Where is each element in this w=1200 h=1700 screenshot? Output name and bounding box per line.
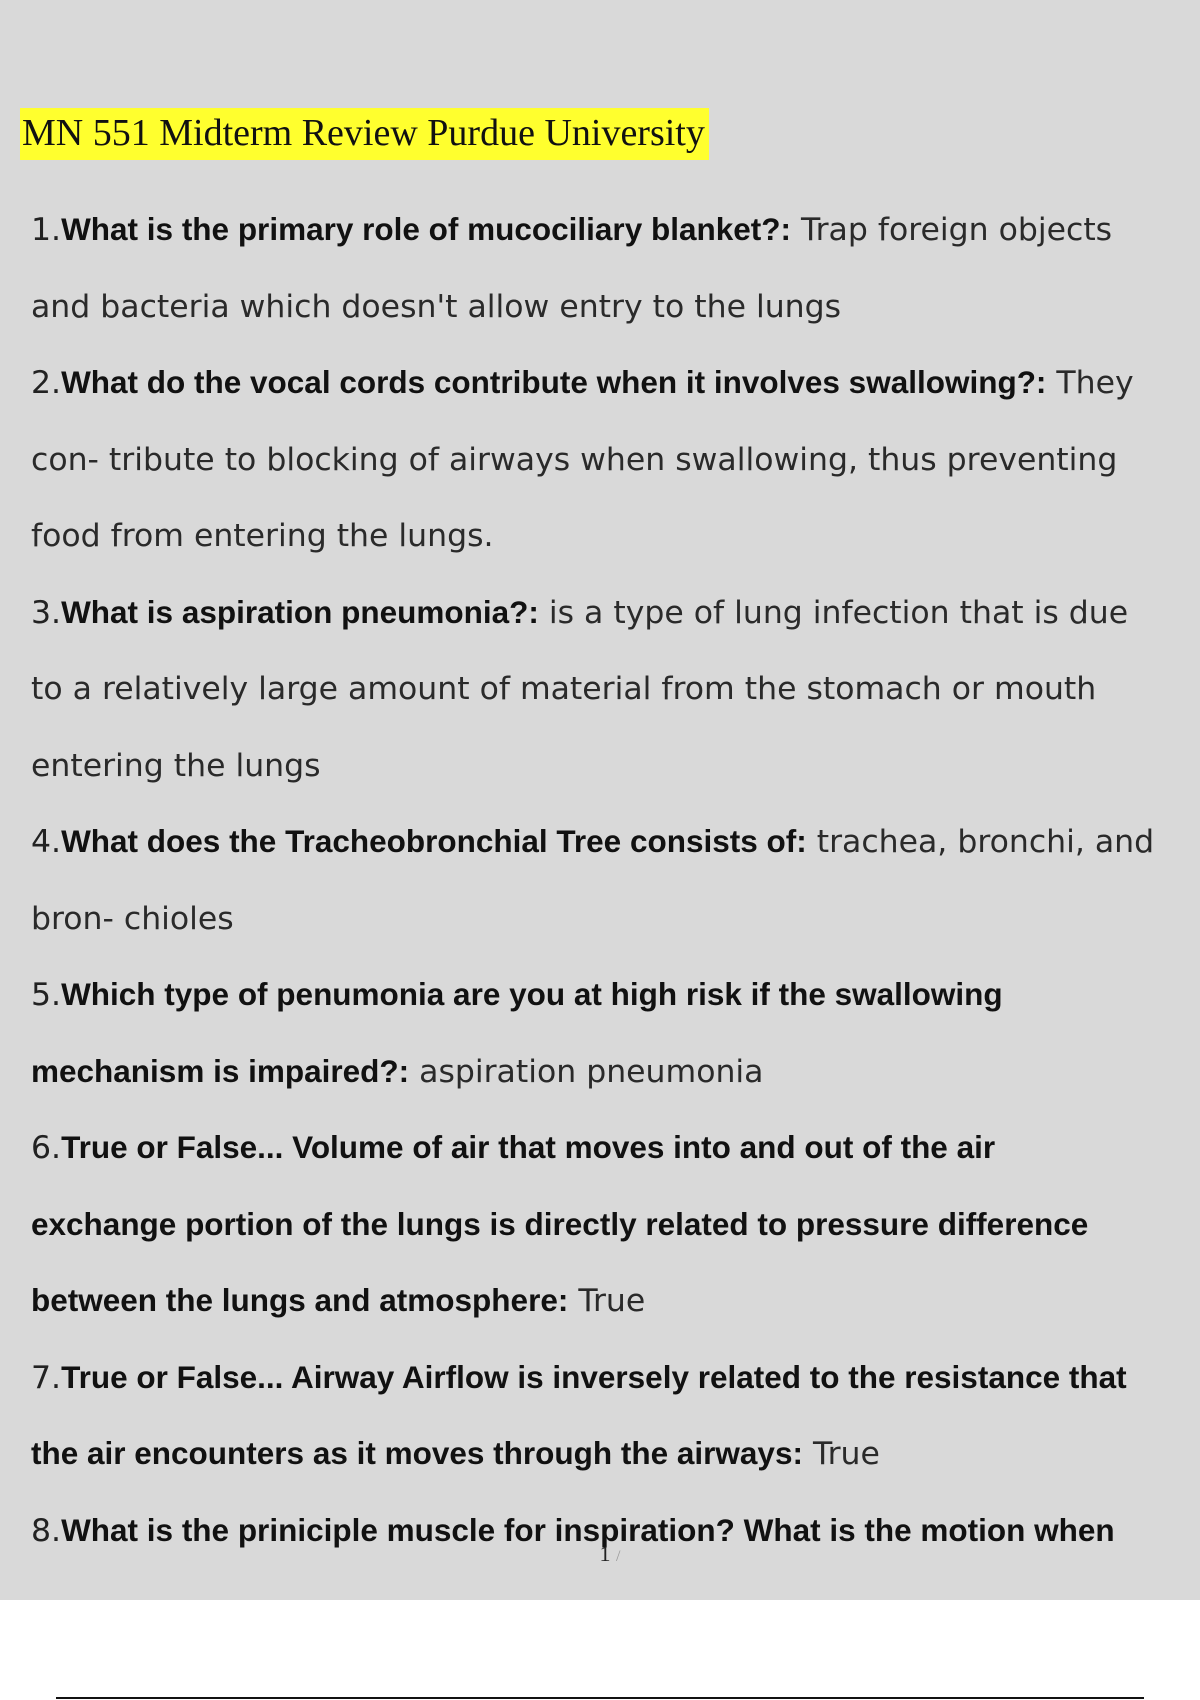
qa-line-17	[31, 1416, 1191, 1493]
answer-text: True	[802, 1436, 880, 1472]
qa-list	[31, 192, 1191, 1569]
qa-line-12	[31, 1034, 1191, 1111]
item-number: 1.	[31, 212, 62, 248]
qa-line-13	[31, 1110, 1191, 1187]
question-text: True or False... Volume of air that moves into and out of the air	[61, 1129, 996, 1165]
qa-line-1	[31, 192, 1191, 269]
qa-line-14	[31, 1187, 1191, 1264]
question-text: What is the primary role of mucociliary blanket?:	[61, 211, 791, 247]
qa-line-16	[31, 1340, 1191, 1417]
question-text: What is aspiration pneumonia?:	[61, 593, 539, 630]
document-title: MN 551 Midterm Review Purdue University	[20, 108, 709, 160]
qa-line-11	[31, 957, 1191, 1034]
answer-text: food from entering the lungs.	[31, 518, 494, 554]
qa-line-3	[31, 345, 1191, 422]
qa-line-5	[31, 498, 1191, 575]
answer-text: Trap foreign objects	[790, 212, 1113, 248]
question-text: What is the priniciple muscle for inspiration? What is the motion when	[61, 1511, 1115, 1548]
answer-text: bron- chioles	[31, 900, 234, 937]
item-number: 4.	[31, 824, 62, 860]
item-number: 6.	[31, 1130, 62, 1166]
question-text: between the lungs and atmosphere:	[31, 1282, 569, 1318]
answer-text: aspiration pneumonia	[409, 1053, 764, 1090]
qa-line-6	[31, 575, 1191, 652]
page-number-value: 1	[599, 1541, 611, 1566]
qa-line-4	[31, 422, 1191, 499]
question-text: What do the vocal cords contribute when it involves swallowing?:	[61, 364, 1047, 400]
qa-line-15	[31, 1263, 1191, 1340]
answer-text: entering the lungs	[31, 747, 321, 784]
question-text: the air encounters as it moves through the airways:	[31, 1435, 803, 1471]
qa-line-10	[31, 881, 1191, 958]
qa-line-8	[31, 728, 1191, 805]
item-number: 5.	[31, 977, 62, 1013]
answer-text: is a type of lung infection that is due	[538, 594, 1129, 631]
page-number-suffix: /	[616, 1548, 621, 1565]
question-text: mechanism is impaired?:	[31, 1052, 410, 1089]
answer-text: and bacteria which doesn't allow entry to the lungs	[31, 288, 842, 325]
answer-text: to a relatively large amount of material from the stomach or mouth	[31, 671, 1097, 707]
question-text: Which type of penumonia are you at high risk if the swallowing	[61, 976, 1003, 1012]
answer-text: True	[568, 1283, 646, 1319]
bottom-divider	[56, 1697, 1144, 1699]
question-text: What does the Tracheobronchial Tree consists of:	[61, 823, 807, 859]
page-number	[0, 1541, 1200, 1570]
question-text: exchange portion of the lungs is directly related to pressure difference	[31, 1205, 1089, 1242]
item-number: 7.	[31, 1359, 62, 1396]
qa-line-2	[31, 269, 1191, 346]
answer-text: They	[1046, 365, 1134, 401]
item-number: 3.	[31, 594, 62, 631]
answer-text: trachea, bronchi, and	[806, 824, 1155, 860]
item-number: 2.	[31, 365, 62, 401]
item-number: 8.	[31, 1512, 62, 1549]
question-text: True or False... Airway Airflow is inversely related to the resistance that	[61, 1358, 1127, 1395]
answer-text: con- tribute to blocking of airways when swallowing, thus preventing	[31, 441, 1118, 478]
qa-line-7	[31, 651, 1191, 728]
qa-line-9	[31, 804, 1191, 881]
